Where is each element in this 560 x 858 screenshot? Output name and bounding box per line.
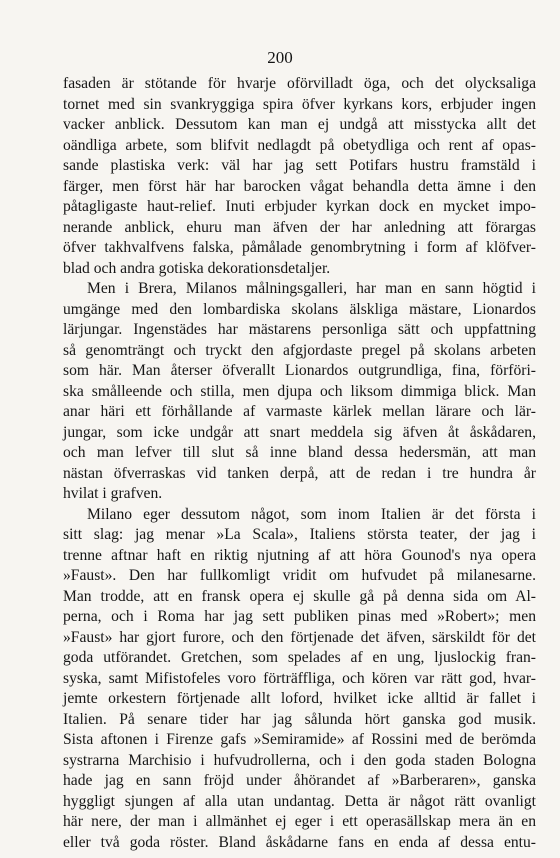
paragraph-start-line: Milano eger dessutom något, som inom Italien är det första i	[87, 505, 536, 523]
text-line: Sista aftonen i Firenze gafs »Semiramide» af Rossini med de berömda	[63, 731, 536, 748]
text-line: anar häri ett förhållande af varmaste kärlek mellan lärare och lär-	[63, 403, 536, 420]
text-line: Italien. På senare tider har jag sålunda hört ganska god musik.	[63, 710, 536, 728]
paragraph-end-line: hvilat i grafven.	[63, 485, 163, 502]
text-line: fasaden är stötande för hvarje oförvilladt öga, och det olycksaliga	[63, 75, 536, 92]
text-line: lärjungar. Ingenstädes har mästarens personliga sätt och uppfattning	[63, 321, 536, 338]
text-line: hyggligt sjungen af alla utan undantag. Detta är något rätt ovanligt	[63, 792, 536, 810]
text-line: syska, samt Mifistofeles voro förträffliga, och kören var rätt god, hvar-	[63, 669, 536, 687]
text-line: som här. Man återser öfverallt Lionardos outgrundliga, fina, förföri-	[63, 362, 536, 379]
text-line: sande plastiska verk: väl har jag sett Potifars hustru framstäld i	[63, 157, 536, 174]
text-line: här nere, der man i allmänhet ej eger i ett operasällskap mera än en	[63, 813, 536, 830]
text-line: färger, men först här har barocken vågat behandla detta ämne i den	[63, 177, 536, 195]
text-line: och man lefver till slut så inne bland dessa hedersmän, att man	[63, 444, 536, 461]
text-line: »Faust» har gjort furore, och den förtjenade det äfven, särskildt för det	[63, 628, 536, 646]
text-line: ska smålleende och stilla, men djupa och liksom dimmiga blick. Man	[63, 382, 536, 400]
text-line: umgänge med den lombardiska skolans älskliga mästare, Lionardos	[63, 300, 536, 318]
text-line: perna, och i Roma har jag sett publiken pinas med »Robert»; men	[63, 608, 536, 625]
text-line: systrarna Marchisio i hufvudrollerna, och i den goda staden Bologna	[63, 751, 536, 769]
text-line: sitt slag: jag menar »La Scala», Italiens största teater, der jag i	[63, 526, 536, 543]
page-number: 200	[267, 48, 293, 67]
text-line: nerande anblick, ehuru man äfven der har anledning att förargas	[63, 218, 536, 236]
text-line: öfver takhvalfvens falska, påmålade genombrytning i form af klöfver-	[63, 239, 536, 256]
text-line: vacker anblick. Dessutom kan man ej undgå att misstycka allt det	[63, 116, 536, 133]
text-line: jemte orkestern förtjenade allt loford, hvilket icke alltid är fallet i	[63, 690, 536, 707]
text-line: hade jag en sann fröjd under åhörandet af »Barberaren», ganska	[63, 772, 536, 789]
text-line: Man trodde, att en fransk opera ej skulle gå på denna sida om Al-	[63, 587, 536, 605]
text-line: jungar, som icke undgår att snart meddela sig äfven åt åskådaren,	[63, 423, 536, 441]
text-line: oändliga arbete, som blifvit nedlagdt på obetydliga och rent af opas-	[63, 136, 536, 154]
text-line: eller två goda röster. Bland åskådarne fans en enda af dessa entu-	[63, 833, 536, 851]
paragraph-start-line: Men i Brera, Milanos målningsgalleri, har man en sann högtid i	[87, 280, 536, 297]
body-text	[63, 74, 536, 853]
text-line: goda utförandet. Gretchen, som spelades af en ung, ljuslockig fran-	[63, 649, 536, 666]
text-line: »Faust». Den har fullkomligt vridit om hufvudet på milanesarne.	[63, 567, 536, 584]
text-line: tornet med sin svankryggiga spira öfver kyrkans kors, erbjuder ingen	[63, 95, 536, 113]
text-line: så genomträngt och tryckt den afgjordaste pregel på skolans arbeten	[63, 341, 536, 359]
paragraph-end-line: blad och andra gotiska dekorationsdetaljer.	[63, 259, 331, 277]
text-line: påtagligaste haut-relief. Inuti erbjuder kyrkan dock en mycket impo-	[63, 198, 536, 215]
text-line: trenne aftnar haft en riktig njutning af att höra Gounod's nya opera	[63, 546, 536, 564]
text-line: nästan öfverraskas vid tanken derpå, att de redan i tre hundra år	[63, 464, 536, 482]
